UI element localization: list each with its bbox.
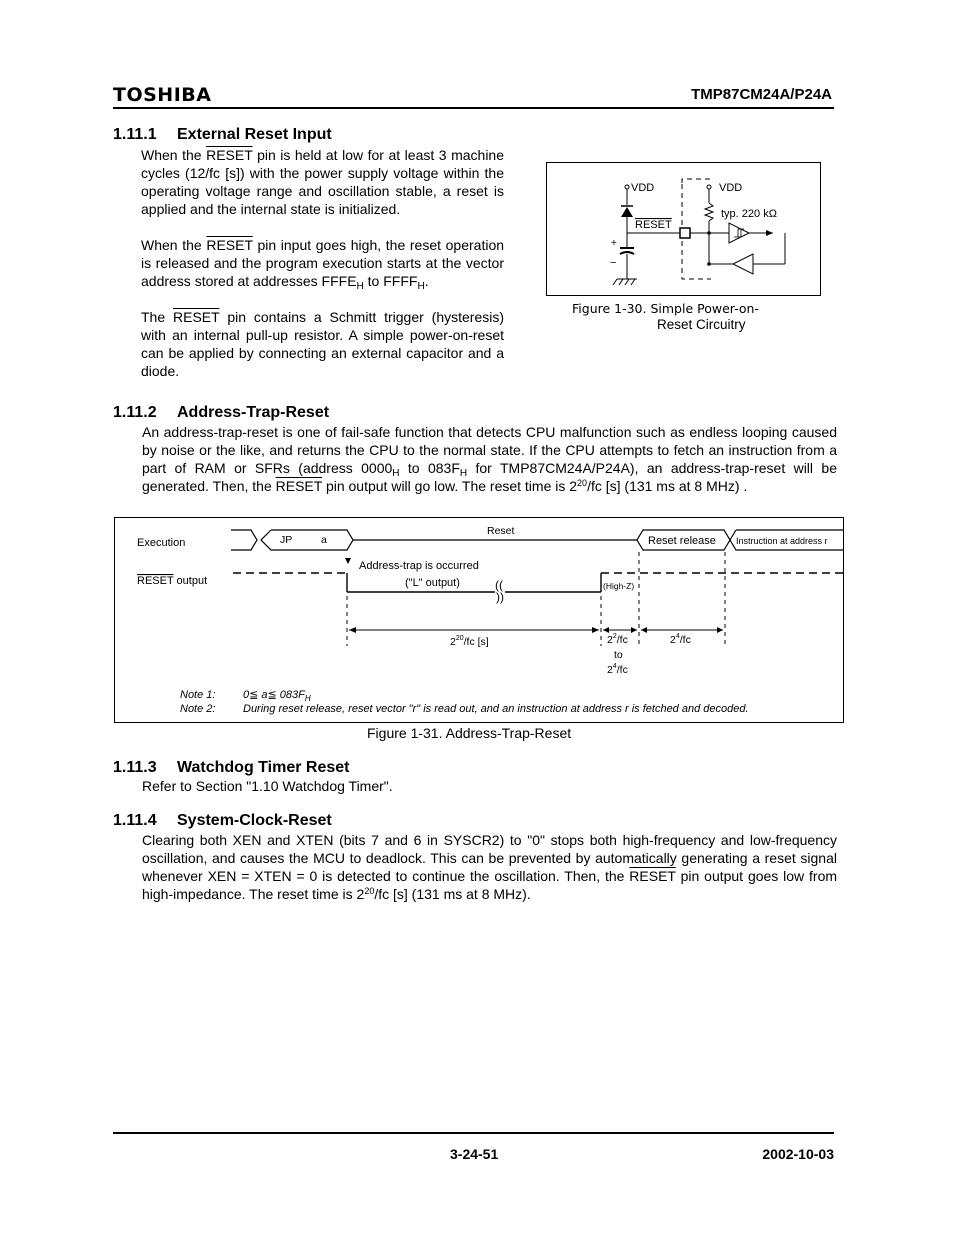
chip-boundary [682,179,711,183]
vdd-terminal-left [625,185,629,189]
footer-rule [113,1132,834,1134]
figure-power-on-reset-box [546,162,821,296]
instruction-fetch-time-label: $2^4/fc$ [670,633,691,646]
reset-pin-label: RESET [635,219,672,231]
power-on-reset-circuit [547,163,820,295]
reset-release-label: Reset release [648,535,716,547]
text: pin is held at low for at least 3 machine cycles (12/fc [s]) with the power supply voltage within the operating voltage range and oscillation stable, a reset is applied and the internal state is initialized. [141,147,504,217]
figure-address-trap-timing-box [114,517,844,723]
pullup-resistor-icon [705,203,713,221]
subscript: H [392,468,400,479]
header-rule [113,107,834,109]
release-time-min-label: $2^2/fc$ [607,633,628,646]
text: When the [141,237,202,253]
document-date: 2002-10-03 [762,1146,834,1162]
text: pin input goes high, the reset operation is released and the program execution starts at the vector address stored at addresses FFFE [141,237,505,289]
paragraph-schmitt-trigger [141,308,504,380]
instruction-at-r-label: Instruction at address r [736,536,828,546]
plus-label: + [611,238,617,249]
note-1-text: 0≦ a≦ $083F_H$ [243,689,311,703]
svg-text:)): )) [496,590,504,604]
paragraph-system-clock-reset [142,831,837,903]
figure-1-30-caption-line1: Figure 1-30. Simple Power-on- [572,301,759,316]
section-number: 1.11.1 [113,126,157,143]
text: for TMP87CM24A/P24A), an address-trap-reset will be generated. Then, the [142,460,837,494]
toshiba-logo: TOSHIBA [113,84,212,106]
diode-icon [621,207,633,217]
paragraph-watchdog-reference: Refer to Section "1.10 Watchdog Timer". [142,778,393,794]
execution-row-label: Execution [137,537,186,549]
reset-signal-name: RESET [206,237,253,253]
section-title: External Reset Input [177,126,332,143]
resistor-value-label: typ. 220 kΩ [721,208,777,220]
note-2-text: During reset release, reset vector "r" is read out, and an instruction at address r is fetched and decoded. [243,703,749,715]
vdd-label-left: VDD [631,182,655,194]
paragraph-reset-goes-high [141,236,504,290]
paragraph-address-trap [142,423,837,495]
section-title: System-Clock-Reset [177,812,332,829]
section-number: 1.11.3 [113,759,157,776]
reset-signal-name: RESET [629,868,676,884]
reset-label: Reset [487,525,515,537]
text: pin output will go low. The reset time is 2 [325,478,578,494]
figure-1-31-caption: Figure 1-31. Address-Trap-Reset [367,725,572,741]
trap-arrow-icon [345,558,351,564]
section-heading-system-clock-reset [113,812,332,830]
section-heading-watchdog-reset [113,759,349,777]
jp-label: JP [280,534,293,546]
release-time-max-label: $2^4/fc$ [607,663,628,676]
section-heading-external-reset [113,126,332,144]
reset-pin [680,228,690,238]
reset-time-label: $2^{20}/fc$ [s] [450,635,489,648]
reset-signal-name: RESET [206,147,253,163]
vdd-terminal-right [707,185,711,189]
section-number: 1.11.4 [113,812,157,829]
subscript: H [356,281,364,292]
schmitt-trigger-icon [729,223,749,243]
minus-label: − [610,257,617,269]
page-number: 3-24-51 [450,1146,499,1162]
reset-output-waveform [233,573,843,592]
text: /fc [s] (131 ms at 8 MHz) . [587,478,748,494]
subscript: H [459,468,468,479]
vdd-label-right: VDD [719,182,743,194]
text: When the [141,147,202,163]
trap-occurred-label: Address-trap is occurred [359,560,479,572]
text: The [141,309,166,325]
output-buffer-icon [733,254,753,274]
capacitor-plate [620,252,634,254]
superscript: 20 [364,886,375,896]
text: pin output goes low from high-impedance. The reset time is 2 [142,868,838,902]
subscript: H [417,281,425,292]
address-a-label: a [321,534,327,546]
l-output-label: ("L" output) [405,577,460,589]
arrow-icon [766,230,773,236]
section-title: Watchdog Timer Reset [177,759,350,776]
text: to 083F [399,460,460,476]
section-heading-address-trap-reset [113,404,329,422]
text: An address-trap-reset is one of fail-safe function that detects CPU malfunction such as endless looping caused by noise or the like, and returns the CPU to the normal state. If the CPU attempts to fetch an instruction from a part of RAM or SFRs (address 0000 [142,424,837,476]
break-mark: (( [495,578,503,592]
to-label: to [614,649,623,661]
text: . [424,273,429,289]
paragraph-reset-held-low [141,146,504,218]
part-number: TMP87CM24A/P24A [691,86,832,103]
figure-1-30-caption-line2: Reset Circuitry [657,317,746,332]
section-title: Address-Trap-Reset [177,404,330,421]
section-number: 1.11.2 [113,404,157,421]
text: pin contains a Schmitt trigger (hysteresis) with an internal pull-up resistor. A simple power-on-reset can be applied by connecting an external capacitor and a diode. [141,309,504,379]
text: to FFFF [363,273,418,289]
note-2-label: Note 2: [180,703,216,715]
text: /fc [s] (131 ms at 8 MHz). [374,886,531,902]
note-1-label: Note 1: [180,689,216,701]
superscript: 20 [577,478,588,488]
reset-output-row-label: RESET output [137,575,208,587]
address-trap-timing-diagram [115,518,843,722]
high-z-label: (High-Z) [603,581,635,591]
text: Clearing both XEN and XTEN (bits 7 and 6 in SYSCR2) to "0" stops both high-frequency and low-frequency oscillation, and causes the MCU to deadlock. This can be prevented by automatically generating a reset signal whenever XEN = XTEN = 0 is detected to continue the oscillation. Then, the [142,832,837,884]
reset-signal-name: RESET [173,309,220,325]
reset-signal-name: RESET [275,478,323,494]
